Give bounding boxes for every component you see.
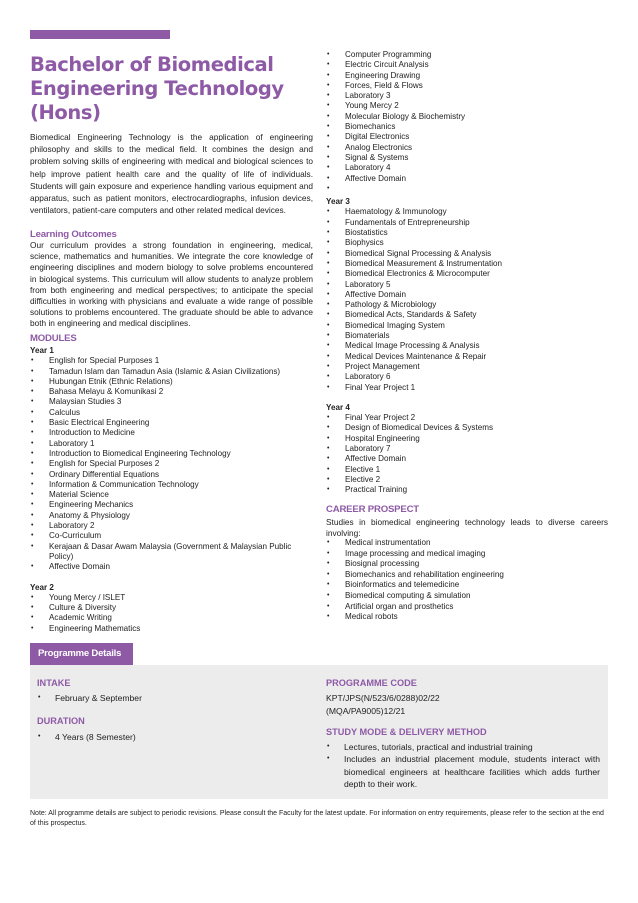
study-mode-list [326, 741, 600, 791]
list-item: • Ordinary Differential Equations [30, 470, 313, 480]
list-item: • Biomedical Electronics & Microcomputer [326, 269, 610, 279]
list-item: • Bioinformatics and telemedicine [326, 580, 608, 591]
year-3-list [326, 207, 610, 392]
list-item: • Signal & Systems [326, 153, 610, 163]
list-item: • Laboratory 3 [326, 91, 610, 101]
list-item: • Laboratory 5 [326, 280, 610, 290]
list-item: • English for Special Purposes 1 [30, 356, 313, 366]
list-item: • Elective 2 [326, 475, 610, 485]
list-item: • Molecular Biology & Biochemistry [326, 112, 610, 122]
career-prospect-text: Studies in biomedical engineering technology leads to diverse careers involving: [326, 517, 608, 538]
list-item: • Introduction to Medicine [30, 428, 313, 438]
list-item [326, 184, 610, 194]
programme-intro: Biomedical Engineering Technology is the application of engineering philosophy and skills to the medical field. It combines the design and problem solving skills of engineering with medical and biological sciences to help improve patient health care and the quality of life of individuals. Students will gain exposure and experience handling various equipment and apparatus, such as patient monitors, electrocardiographs, infusion devices, ventilators, patient-care computers and other related medical devices. [30, 132, 313, 216]
career-prospect-list [326, 538, 608, 623]
programme-code-line-2: (MQA/PA9005)12/21 [326, 706, 406, 716]
year-1-list [30, 356, 313, 572]
learning-outcomes-heading: Learning Outcomes [30, 229, 117, 240]
list-item: • Young Mercy 2 [326, 101, 610, 111]
year-2-list-part2 [326, 50, 610, 194]
list-item: • Laboratory 6 [326, 372, 610, 382]
intake-heading: INTAKE [37, 678, 71, 688]
list-item: • Haematology & Immunology [326, 207, 610, 217]
list-item: • Anatomy & Physiology [30, 511, 313, 521]
list-item: • Laboratory 1 [30, 439, 313, 449]
list-item: • Includes an industrial placement module, students interact with biomedical engineers at healthcare facilities which adds further depth to their work. [326, 753, 600, 790]
list-item: • Culture & Diversity [30, 603, 313, 613]
list-item: • Engineering Mechanics [30, 500, 313, 510]
list-item: • Affective Domain [326, 290, 610, 300]
modules-right-column [326, 50, 610, 495]
list-item: • Affective Domain [326, 454, 610, 464]
list-item: • Biomedical computing & simulation [326, 591, 608, 602]
modules-heading: MODULES [30, 333, 77, 344]
programme-code-line-1: KPT/JPS(N/523/6/0288)02/22 [326, 693, 440, 703]
list-item: • Forces, Field & Flows [326, 81, 610, 91]
list-item: • Young Mercy / ISLET [30, 593, 313, 603]
list-item: • Calculus [30, 408, 313, 418]
list-item: • Biomedical Acts, Standards & Safety [326, 310, 610, 320]
list-item: • Medical robots [326, 612, 608, 623]
list-item: • Academic Writing [30, 613, 313, 623]
list-item: • Lectures, tutorials, practical and industrial training [326, 741, 600, 753]
list-item: • Pathology & Microbiology [326, 300, 610, 310]
year-1-label: Year 1 [30, 346, 54, 355]
list-item: • Computer Programming [326, 50, 610, 60]
page-title: Bachelor of Biomedical Engineering Technology (Hons) [30, 53, 284, 124]
intake-list [37, 692, 297, 704]
year-2-list-part1 [30, 593, 313, 634]
list-item: • Laboratory 4 [326, 163, 610, 173]
list-item: • Biomechanics and rehabilitation engineering [326, 570, 608, 581]
list-item: • Biostatistics [326, 228, 610, 238]
duration-heading: DURATION [37, 716, 85, 726]
career-prospect-heading: CAREER PROSPECT [326, 504, 419, 515]
list-item: • Final Year Project 1 [326, 383, 610, 393]
programme-code-heading: PROGRAMME CODE [326, 678, 417, 688]
title-accent-bar [30, 30, 170, 39]
list-item: • 4 Years (8 Semester) [37, 731, 297, 743]
year-2-label: Year 2 [30, 582, 54, 592]
list-item: • Laboratory 7 [326, 444, 610, 454]
list-item: • Biosignal processing [326, 559, 608, 570]
list-item: • Material Science [30, 490, 313, 500]
list-item: • Information & Communication Technology [30, 480, 313, 490]
list-item: • Practical Training [326, 485, 610, 495]
list-item: • Hospital Engineering [326, 434, 610, 444]
list-item: • Digital Electronics [326, 132, 610, 142]
list-item: • Biomechanics [326, 122, 610, 132]
duration-list [37, 731, 297, 743]
list-item: • Engineering Drawing [326, 71, 610, 81]
list-item: • Design of Biomedical Devices & Systems [326, 423, 610, 433]
year-4-label: Year 4 [326, 402, 350, 412]
modules-left-column [30, 346, 313, 634]
list-item: • Analog Electronics [326, 143, 610, 153]
list-item: • Biomaterials [326, 331, 610, 341]
list-item: • Biomedical Measurement & Instrumentation [326, 259, 610, 269]
list-item: • Malaysian Studies 3 [30, 397, 313, 407]
list-item: • Biomedical Signal Processing & Analysis [326, 249, 610, 259]
list-item: • Elective 1 [326, 465, 610, 475]
list-item: • Tamadun Islam dan Tamadun Asia (Islamic & Asian Civilizations) [30, 367, 313, 377]
list-item: • Affective Domain [30, 562, 313, 572]
list-item: • English for Special Purposes 2 [30, 459, 313, 469]
year-4-list [326, 413, 610, 495]
study-mode-heading: STUDY MODE & DELIVERY METHOD [326, 727, 487, 737]
list-item: • Electric Circuit Analysis [326, 60, 610, 70]
footnote: Note: All programme details are subject to periodic revisions. Please consult the Faculty for the latest update. For information on entry requirements, please refer to the section at the end of this prospectus. [30, 810, 604, 827]
learning-outcomes-text: Our curriculum provides a strong foundation in engineering, medical, science, mathematics and humanities. We integrate the core knowledge of engineering disciplines and modern biology to solve problems encountered in biological systems. This curriculum will allow students to analyze problem from both engineering and medical perspectives; to anticipate the special difficulties in working with physicians and evaluate a wide range of possible solutions to problems encountered. The graduate should be able to advance both in engineering and medical disciplines. [30, 240, 313, 329]
list-item: • Biophysics [326, 238, 610, 248]
list-item: • Final Year Project 2 [326, 413, 610, 423]
list-item: • Engineering Mathematics [30, 624, 313, 634]
list-item: • Biomedical Imaging System [326, 321, 610, 331]
list-item: • Laboratory 2 [30, 521, 313, 531]
list-item: • Fundamentals of Entrepreneurship [326, 218, 610, 228]
list-item: • Bahasa Melayu & Komunikasi 2 [30, 387, 313, 397]
list-item: • February & September [37, 692, 297, 704]
list-item: • Affective Domain [326, 174, 610, 184]
list-item: • Introduction to Biomedical Engineering Technology [30, 449, 313, 459]
list-item: • Image processing and medical imaging [326, 549, 608, 560]
list-item: • Medical instrumentation [326, 538, 608, 549]
programme-details-tab: Programme Details [30, 643, 133, 665]
list-item: • Project Management [326, 362, 610, 372]
list-item: • Artificial organ and prosthetics [326, 602, 608, 613]
list-item: • Hubungan Etnik (Ethnic Relations) [30, 377, 313, 387]
list-item: • Medical Devices Maintenance & Repair [326, 352, 610, 362]
list-item: • Co-Curriculum [30, 531, 313, 541]
list-item: • Basic Electrical Engineering [30, 418, 313, 428]
year-3-label: Year 3 [326, 197, 350, 207]
list-item: • Kerajaan & Dasar Awam Malaysia (Government & Malaysian Public Policy) [30, 542, 313, 563]
list-item: • Medical Image Processing & Analysis [326, 341, 610, 351]
